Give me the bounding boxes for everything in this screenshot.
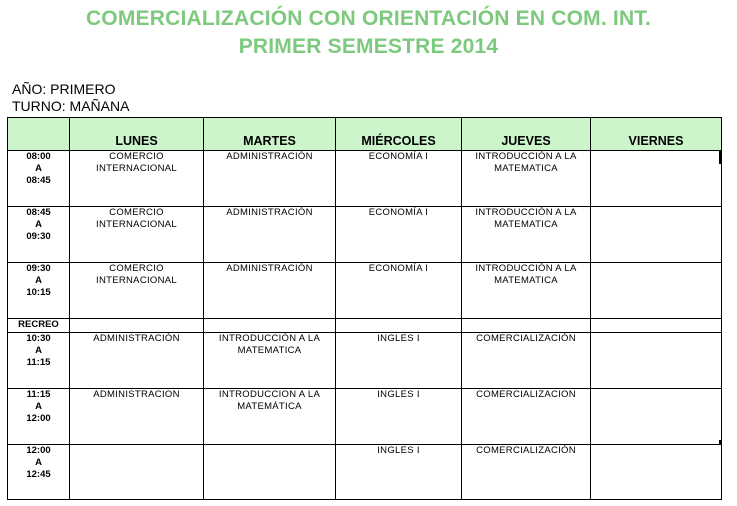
header-row	[8, 118, 722, 151]
recreo-label: RECREO	[8, 319, 70, 333]
class-cell: COMERCIALIZACION	[462, 389, 591, 445]
class-cell: ADMINISTRACIÓN	[204, 263, 336, 319]
class-cell: ADMINISTRACIÓN	[204, 207, 336, 263]
day-header: MIÉRCOLES	[336, 118, 462, 151]
day-header: JUEVES	[462, 118, 591, 151]
page-subtitle: PRIMER SEMESTRE 2014	[238, 35, 499, 58]
time-slot: 10:30 A 11:15	[8, 333, 70, 389]
class-cell: INGLES I	[336, 333, 462, 389]
class-cell	[204, 445, 336, 500]
schedule-row	[8, 151, 722, 207]
class-cell: INGLES I	[336, 445, 462, 500]
class-cell: INTRODUCCIÓN A LA MATEMATICA	[204, 333, 336, 389]
class-cell	[591, 389, 722, 445]
schedule-row	[8, 389, 722, 445]
schedule-row	[8, 445, 722, 500]
class-cell: INGLES I	[336, 389, 462, 445]
class-cell	[591, 151, 722, 207]
page-title: COMERCIALIZACIÓN CON ORIENTACIÓN EN COM. INT.	[85, 7, 652, 30]
class-cell	[70, 445, 204, 500]
shift-label: TURNO: MAÑANA	[12, 98, 130, 114]
schedule-table	[7, 117, 722, 500]
day-header: VIERNES	[591, 118, 722, 151]
time-slot: 12:00 A 12:45	[8, 445, 70, 500]
class-cell: COMERCIO INTERNACIONAL	[70, 263, 204, 319]
class-cell: INTRODUCCIÓN A LA MATEMATICA	[462, 151, 591, 207]
year-label: AÑO: PRIMERO	[12, 81, 116, 97]
class-cell: COMERCIALIZACIÓN	[462, 445, 591, 500]
day-header: MARTES	[204, 118, 336, 151]
class-cell	[591, 333, 722, 389]
recreo-row	[8, 319, 722, 333]
schedule-row	[8, 333, 722, 389]
border-mark	[719, 440, 722, 444]
schedule-row	[8, 263, 722, 319]
class-cell: INTRODUCCIÓN A LA MATEMATICA	[462, 207, 591, 263]
class-cell: INTRODUCCIÓN A LA MATEMATICA	[462, 263, 591, 319]
class-cell: ECONOMÍA I	[336, 151, 462, 207]
schedule-row	[8, 207, 722, 263]
class-cell: COMERCIALIZACIÓN	[462, 333, 591, 389]
class-cell: INTRODUCCION A LA MATEMÁTICA	[204, 389, 336, 445]
class-cell: COMERCIO INTERNACIONAL	[70, 151, 204, 207]
class-cell: ADMINISTRACION	[70, 389, 204, 445]
class-cell: ADMINISTRACIÓN	[70, 333, 204, 389]
class-cell: COMERCIO INTERNACIONAL	[70, 207, 204, 263]
class-cell: ECONOMÍA I	[336, 263, 462, 319]
class-cell	[591, 263, 722, 319]
time-slot: 09:30 A 10:15	[8, 263, 70, 319]
border-mark	[719, 150, 722, 164]
class-cell	[591, 207, 722, 263]
time-slot: 08:45 A 09:30	[8, 207, 70, 263]
time-slot: 11:15 A 12:00	[8, 389, 70, 445]
class-cell: ECONOMÍA I	[336, 207, 462, 263]
day-header: LUNES	[70, 118, 204, 151]
class-cell	[591, 445, 722, 500]
class-cell: ADMINISTRACIÓN	[204, 151, 336, 207]
time-slot: 08:00 A 08:45	[8, 151, 70, 207]
header-corner	[8, 118, 70, 151]
